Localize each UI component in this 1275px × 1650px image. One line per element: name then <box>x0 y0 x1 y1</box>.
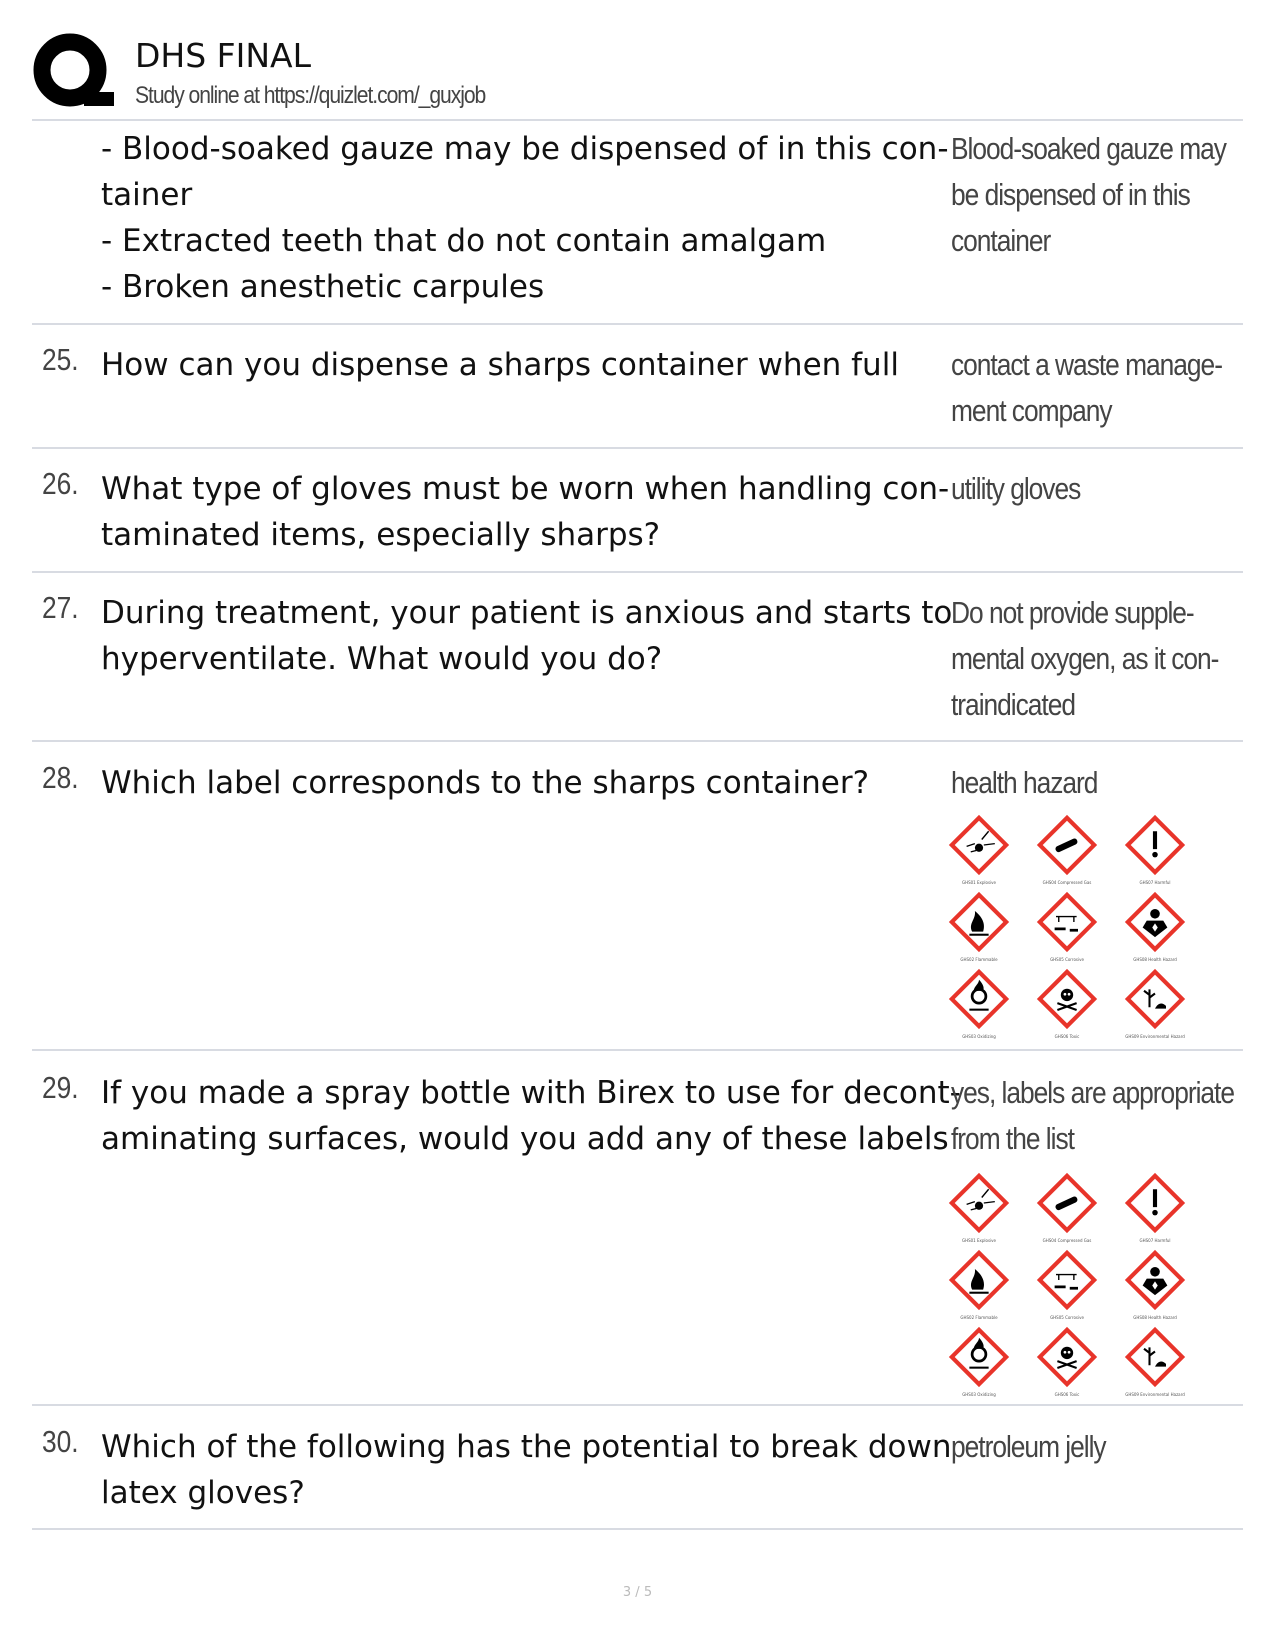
study-online-link[interactable]: Study online at https://quizlet.com/_guxjob <box>135 82 486 109</box>
card-question: How can you dispense a sharps container when full <box>101 347 899 383</box>
answer-text: health hazard <box>951 765 1098 800</box>
quizlet-logo-icon <box>32 32 114 114</box>
card-answer <box>951 342 1251 434</box>
card-question: What type of gloves must be worn when handling con- taminated items, especially sharps? <box>101 471 950 553</box>
ghs-pictogram-icon <box>1122 812 1188 878</box>
divider <box>32 119 1243 121</box>
ghs-pictogram-icon <box>946 1170 1012 1236</box>
ghs-pictogram-icon <box>1122 1247 1188 1313</box>
divider <box>32 447 1243 449</box>
answer-text: utility gloves <box>951 471 1081 506</box>
ghs-pictogram-chart <box>935 1170 1235 1397</box>
divider <box>32 323 1243 325</box>
card-question: If you made a spray bottle with Birex to use for decont- aminating surfaces, would you add any of these labels <box>101 1075 961 1157</box>
ghs-compressed-gas <box>1023 1170 1111 1243</box>
ghs-caption: GHS08 Health Hazard <box>1133 957 1177 962</box>
card-question: During treatment, your patient is anxious and starts to hyperventilate. What would you do? <box>101 595 953 677</box>
ghs-toxic <box>1023 966 1111 1039</box>
ghs-caption: GHS01 Explosive <box>961 1238 997 1243</box>
ghs-pictogram-icon <box>946 812 1012 878</box>
answer-text: yes, labels are appropriate from the list <box>951 1075 1234 1156</box>
ghs-pictogram-icon <box>1122 1324 1188 1390</box>
ghs-harmful <box>1111 812 1199 885</box>
card-question: - Blood-soaked gauze may be dispensed of in this con- tainer - Extracted teeth that do not contain amalgam - Broken anesthetic carpules <box>101 131 949 305</box>
ghs-pictogram-icon <box>1034 1324 1100 1390</box>
ghs-caption: GHS09 Environmental Hazard <box>1125 1034 1185 1039</box>
ghs-pictogram-icon <box>1034 812 1100 878</box>
ghs-flammable <box>935 889 1023 962</box>
ghs-caption: GHS03 Oxidizing <box>962 1392 996 1397</box>
ghs-caption: GHS03 Oxidizing <box>962 1034 996 1039</box>
ghs-caption: GHS07 Harmful <box>1139 1238 1171 1243</box>
ghs-pictogram-icon <box>1034 1170 1100 1236</box>
divider <box>32 1528 1243 1530</box>
ghs-caption: GHS08 Health Hazard <box>1133 1315 1177 1320</box>
ghs-caption: GHS09 Environmental Hazard <box>1125 1392 1185 1397</box>
ghs-caption: GHS06 Toxic <box>1054 1392 1080 1397</box>
ghs-caption: GHS04 Compressed Gas <box>1042 880 1092 885</box>
divider <box>32 571 1243 573</box>
ghs-caption: GHS02 Flammable <box>960 957 998 962</box>
ghs-caption: GHS01 Explosive <box>961 880 997 885</box>
ghs-caption: GHS07 Harmful <box>1139 880 1171 885</box>
card-answer <box>951 1424 1251 1470</box>
card-number: 25. <box>42 342 79 377</box>
ghs-explosive <box>935 1170 1023 1243</box>
card-number: 26. <box>42 466 79 501</box>
ghs-oxidizing <box>935 1324 1023 1397</box>
ghs-pictogram-icon <box>1122 889 1188 955</box>
divider <box>32 740 1243 742</box>
ghs-health-hazard <box>1111 1247 1199 1320</box>
ghs-pictogram-icon <box>1122 1170 1188 1236</box>
card-answer <box>951 1070 1251 1162</box>
ghs-pictogram-icon <box>946 1247 1012 1313</box>
ghs-flammable <box>935 1247 1023 1320</box>
ghs-caption: GHS05 Corrosive <box>1050 957 1084 962</box>
card-number: 30. <box>42 1424 79 1459</box>
ghs-pictogram-icon <box>946 889 1012 955</box>
page-number: 3 / 5 <box>622 1585 653 1600</box>
ghs-harmful <box>1111 1170 1199 1243</box>
card-number: 28. <box>42 760 79 795</box>
answer-text: Do not provide supple- mental oxygen, as it con- traindicated <box>951 595 1219 722</box>
card-number: 29. <box>42 1070 79 1105</box>
ghs-caption: GHS06 Toxic <box>1054 1034 1080 1039</box>
ghs-compressed-gas <box>1023 812 1111 885</box>
ghs-explosive <box>935 812 1023 885</box>
ghs-pictogram-icon <box>1122 966 1188 1032</box>
ghs-oxidizing <box>935 966 1023 1039</box>
card-number: 27. <box>42 590 79 625</box>
card-answer <box>951 590 1251 728</box>
ghs-caption: GHS04 Compressed Gas <box>1042 1238 1092 1243</box>
ghs-caption: GHS02 Flammable <box>960 1315 998 1320</box>
divider <box>32 1404 1243 1406</box>
card-answer <box>951 466 1251 512</box>
ghs-environmental-hazard <box>1111 1324 1199 1397</box>
ghs-corrosive <box>1023 889 1111 962</box>
card-question: Which of the following has the potential to break down latex gloves? <box>101 1429 952 1511</box>
ghs-corrosive <box>1023 1247 1111 1320</box>
ghs-pictogram-chart <box>935 812 1235 1039</box>
ghs-pictogram-icon <box>1034 889 1100 955</box>
ghs-environmental-hazard <box>1111 966 1199 1039</box>
card-answer <box>951 126 1251 264</box>
card-answer <box>951 760 1251 806</box>
ghs-toxic <box>1023 1324 1111 1397</box>
ghs-pictogram-icon <box>946 1324 1012 1390</box>
ghs-pictogram-icon <box>1034 966 1100 1032</box>
ghs-health-hazard <box>1111 889 1199 962</box>
ghs-pictogram-icon <box>1034 1247 1100 1313</box>
ghs-pictogram-icon <box>946 966 1012 1032</box>
card-question: Which label corresponds to the sharps container? <box>101 765 870 801</box>
ghs-caption: GHS05 Corrosive <box>1050 1315 1084 1320</box>
set-title: DHS FINAL <box>135 36 312 75</box>
answer-text: contact a waste manage- ment company <box>951 347 1222 428</box>
divider <box>32 1049 1243 1051</box>
answer-text: petroleum jelly <box>951 1429 1106 1464</box>
answer-text: Blood-soaked gauze may be dispensed of in this container <box>951 131 1226 258</box>
